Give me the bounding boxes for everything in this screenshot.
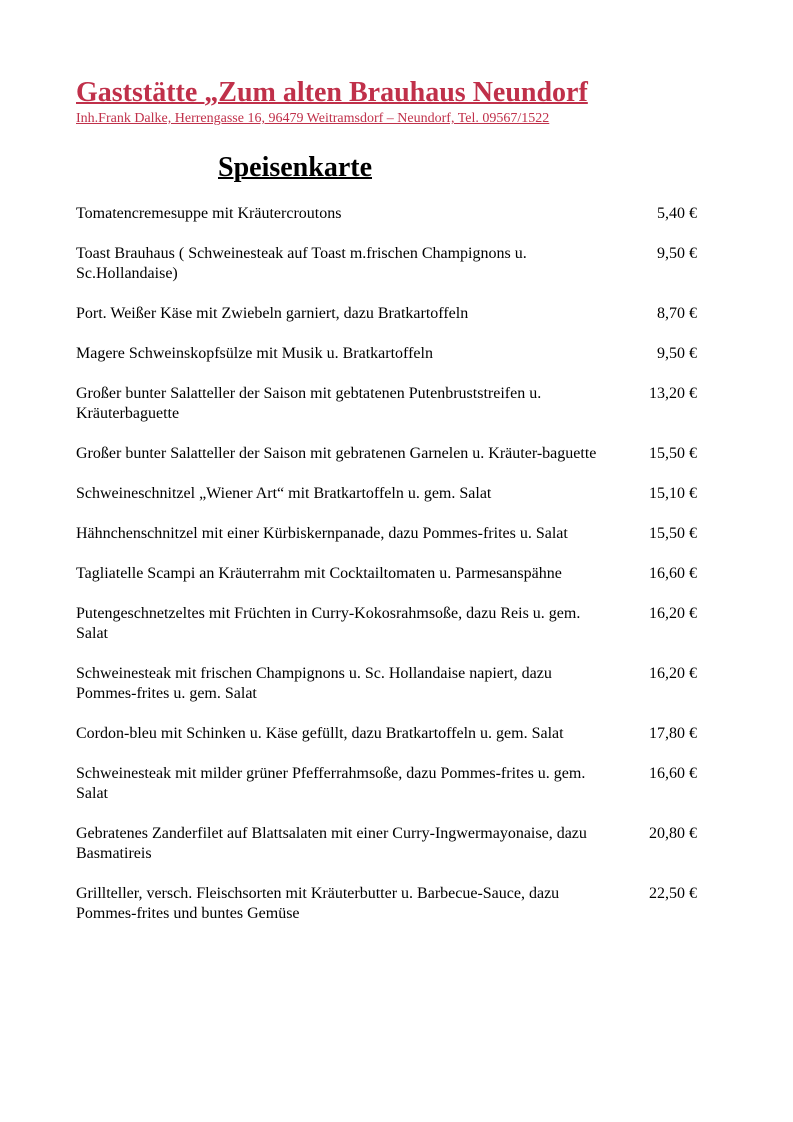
menu-item-name: Tomatencremesuppe mit Kräutercroutons <box>76 205 342 222</box>
menu-item <box>76 564 697 584</box>
menu-item-price: 16,20 € <box>649 665 697 682</box>
menu-heading: Speisenkarte <box>218 152 372 183</box>
menu-item-name: Schweineschnitzel „Wiener Art“ mit Bratkartoffeln u. gem. Salat <box>76 485 492 502</box>
menu-item <box>76 444 697 464</box>
menu-item-name: Magere Schweinskopfsülze mit Musik u. Bratkartoffeln <box>76 345 433 362</box>
menu-item <box>76 764 697 804</box>
menu-item-price: 15,10 € <box>649 485 697 502</box>
menu-item-price: 15,50 € <box>649 525 697 542</box>
menu-item-name: Port. Weißer Käse mit Zwiebeln garniert, dazu Bratkartoffeln <box>76 305 469 322</box>
restaurant-title: Gaststätte „Zum alten Brauhaus Neundorf <box>76 77 588 108</box>
menu-item <box>76 484 697 504</box>
menu-item-name: Großer bunter Salatteller der Saison mit gebtatenen Putenbruststreifen u. Kräuterbaguette <box>76 385 542 422</box>
menu-item-price: 20,80 € <box>649 825 697 842</box>
menu-item <box>76 244 697 284</box>
restaurant-subtitle[interactable]: Inh.Frank Dalke, Herrengasse 16, 96479 Weitramsdorf – Neundorf, Tel. 09567/1522 <box>76 111 550 126</box>
menu-item <box>76 604 697 644</box>
menu-item-price: 16,60 € <box>649 765 697 782</box>
menu-item-price: 9,50 € <box>657 345 697 362</box>
menu-item <box>76 824 697 864</box>
menu-item-name: Grillteller, versch. Fleischsorten mit Kräuterbutter u. Barbecue-Sauce, dazu Pommes-frites und buntes Gemüse <box>76 885 560 922</box>
menu-item-price: 16,60 € <box>649 565 697 582</box>
menu-item <box>76 884 697 924</box>
menu-item-price: 8,70 € <box>657 305 697 322</box>
menu-item-price: 13,20 € <box>649 385 697 402</box>
menu-item-name: Toast Brauhaus ( Schweinesteak auf Toast m.frischen Champignons u. Sc.Hollandaise) <box>76 245 527 282</box>
menu-item <box>76 384 697 424</box>
menu-item-name: Schweinesteak mit milder grüner Pfefferrahmsoße, dazu Pommes-frites u. gem. Salat <box>76 765 586 802</box>
menu-item-name: Hähnchenschnitzel mit einer Kürbiskernpanade, dazu Pommes-frites u. Salat <box>76 525 568 542</box>
menu-item-name: Schweinesteak mit frischen Champignons u. Sc. Hollandaise napiert, dazu Pommes-frites u. gem. Salat <box>76 665 552 702</box>
menu-item <box>76 664 697 704</box>
menu-item <box>76 204 697 224</box>
menu-item-price: 15,50 € <box>649 445 697 462</box>
menu-list <box>76 204 697 944</box>
menu-item-name: Putengeschnetzeltes mit Früchten in Curry-Kokosrahmsoße, dazu Reis u. gem. Salat <box>76 605 581 642</box>
menu-item <box>76 524 697 544</box>
menu-item-name: Gebratenes Zanderfilet auf Blattsalaten mit einer Curry-Ingwermayonaise, dazu Basmatireis <box>76 825 587 862</box>
menu-item-price: 22,50 € <box>649 885 697 902</box>
menu-item-price: 9,50 € <box>657 245 697 262</box>
menu-item-price: 17,80 € <box>649 725 697 742</box>
menu-item <box>76 724 697 744</box>
menu-item-price: 16,20 € <box>649 605 697 622</box>
menu-item-name: Cordon-bleu mit Schinken u. Käse gefüllt, dazu Bratkartoffeln u. gem. Salat <box>76 725 564 742</box>
menu-item-price: 5,40 € <box>657 205 697 222</box>
menu-item-name: Tagliatelle Scampi an Kräuterrahm mit Cocktailtomaten u. Parmesanspähne <box>76 565 562 582</box>
menu-item <box>76 304 697 324</box>
menu-item-name: Großer bunter Salatteller der Saison mit gebratenen Garnelen u. Kräuter-baguette <box>76 445 597 462</box>
menu-item <box>76 344 697 364</box>
